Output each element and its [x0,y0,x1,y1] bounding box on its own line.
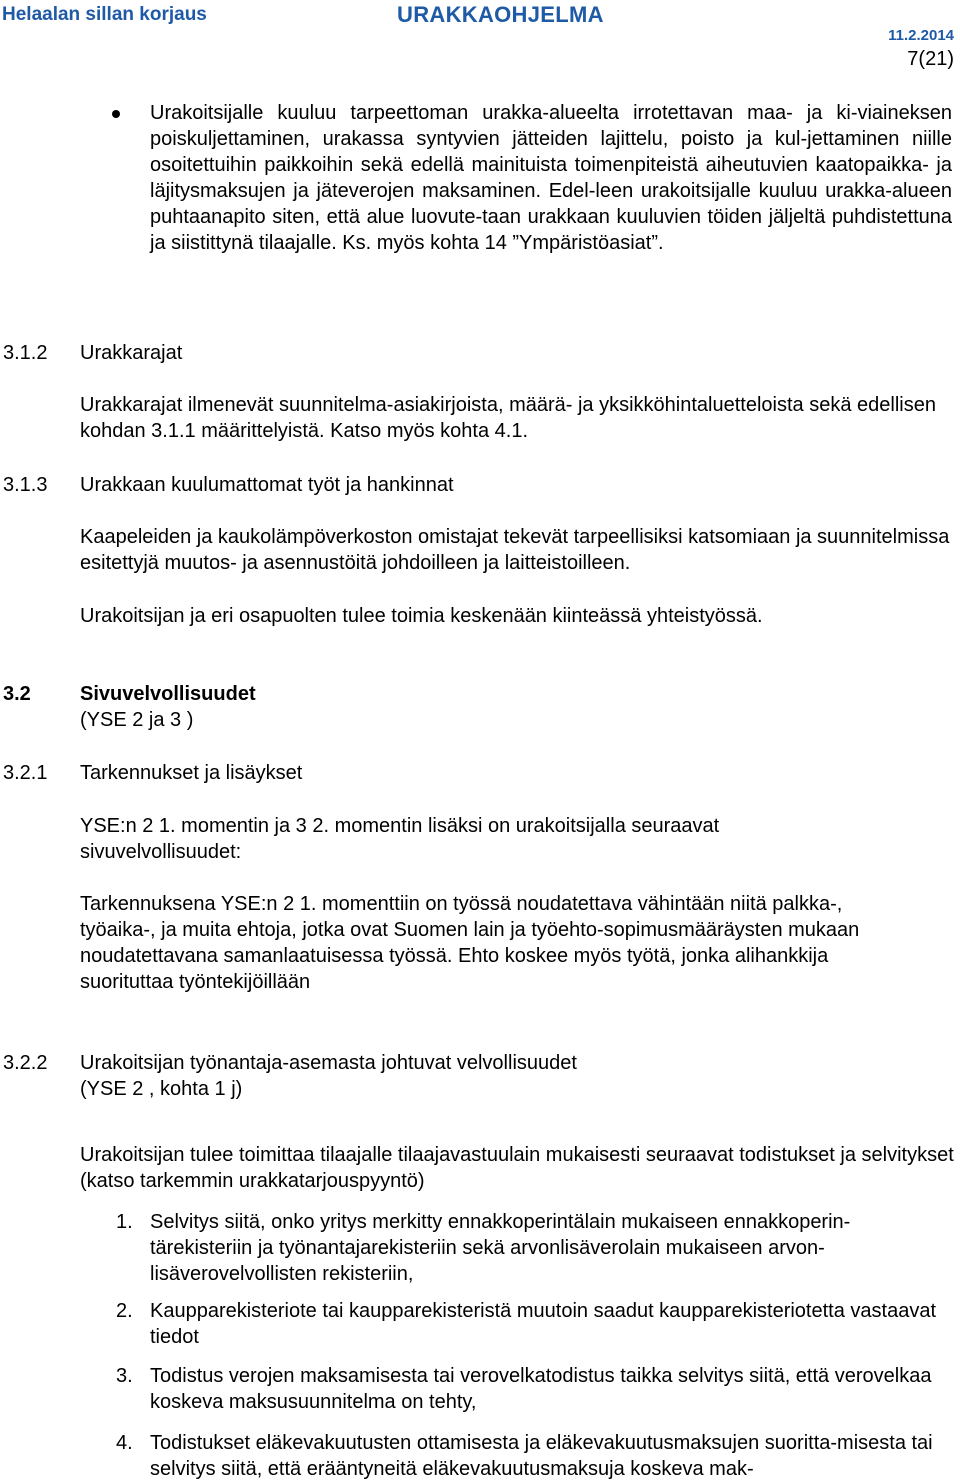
section-title-tarkennukset: Tarkennukset ja lisäykset [80,762,303,784]
section-title-sivuvelvollisuudet: Sivuvelvollisuudet [80,683,256,705]
section-3-1-2-text: Urakkarajat ilmenevät suunnitelma-asiakirjoista, määrä- ja yksikköhintaluetteloista sekä edellisen kohdan 3.1.1 määrittelyistä. Katso myös kohta 4.1. [80,394,936,442]
list-item-number: 2. [116,1300,133,1322]
list-item-number: 4. [116,1432,133,1454]
section-3-2-1-text-2: Tarkennuksena YSE:n 2 1. momenttiin on työssä noudatettava vähintään niitä palkka-, työaika-, ja muita ehtoja, jotka ovat Suomen lain ja työehto-sopimusmääräysten mukaan noudatettavana samanlaatuisessa työssä. Ehto koskee myös työtä, jonka alihankkija suorituttaa työntekijöillään [80,893,860,993]
section-3-2-2-subtitle: (YSE 2 , kohta 1 j) [80,1078,243,1100]
section-title-tyonantaja: Urakoitsijan työnantaja-asemasta johtuvat velvollisuudet [80,1052,577,1074]
list-item-text: Todistus verojen maksamisesta tai verovelkatodistus taikka selvitys siitä, että verovelkaa koskeva maksusuunnitelma on tehty, [150,1365,932,1413]
page-header [0,0,960,70]
page-number: 7(21) [907,48,954,70]
section-3-2-2-text: Urakoitsijan tulee toimittaa tilaajalle tilaajavastuulain mukaisesti seuraavat todistukset ja selvitykset (katso tarkemmin urakkatarjouspyyntö) [80,1144,954,1192]
section-3-1-3-text-2: Urakoitsijan ja eri osapuolten tulee toimia keskenään kiinteässä yhteistyössä. [80,605,763,627]
document-title: URAKKAOHJELMA [397,2,604,27]
bullet-paragraph: Urakoitsijalle kuuluu tarpeettoman urakka-alueelta irrotettavan maa- ja ki-viaineksen poiskuljettaminen, urakassa syntyvien jätteiden lajittelu, poisto ja kul-jettaminen niille osoitettuihin paikkoihin sekä edellä mainituista toimenpiteistä aiheutuvien kaatopaikka- ja läjitysmaksujen ja jäteverojen maksaminen. Edel-leen urakoitsijalle kuuluu urakka-alueen puhtaanapito siten, että alue luovute-taan urakkaan kuuluvien töiden jäljeltä puhdistettuna ja siistittynä tilaajalle. Ks. myös kohta 14 ”Ympäristöasiat”. [150,102,952,254]
list-item-number: 3. [116,1365,133,1387]
section-3-1-3-text-1: Kaapeleiden ja kaukolämpöverkoston omistajat tekevät tarpeellisiksi katsomiaan ja suunnitelmissa esitettyjä muutos- ja asennustöitä johdoilleen ja laitteistoilleen. [80,526,950,574]
section-number-3-2-1: 3.2.1 [3,762,48,784]
section-title-kuulumattomat: Urakkaan kuulumattomat työt ja hankinnat [80,474,454,496]
bullet-dot-icon [112,110,120,118]
section-number-3-1-3: 3.1.3 [3,474,48,496]
section-3-2-1-text-1: YSE:n 2 1. momentin ja 3 2. momentin lisäksi on urakoitsijalla seuraavat sivuvelvollisuudet: [80,815,720,863]
section-number-3-1-2: 3.1.2 [3,342,48,364]
list-item-number: 1. [116,1211,133,1233]
section-number-3-2: 3.2 [3,683,31,705]
section-title-urakkarajat: Urakkarajat [80,342,183,364]
list-item-text: Selvitys siitä, onko yritys merkitty ennakkoperintälain mukaiseen ennakkoperin-tärekisteriin ja työnantajarekisteriin sekä arvonlisäverolain mukaiseen arvon-lisäverovelvollisten rekisteriin, [150,1211,851,1285]
section-number-3-2-2: 3.2.2 [3,1052,48,1074]
list-item-text: Kaupparekisteriote tai kaupparekisteristä muutoin saadut kaupparekisteriotetta vastaavat tiedot [150,1300,937,1348]
project-title: Helaalan sillan korjaus [2,4,207,25]
document-date: 11.2.2014 [888,27,954,44]
section-3-2-subtitle: (YSE 2 ja 3 ) [80,709,194,731]
list-item-text: Todistukset eläkevakuutusten ottamisesta ja eläkevakuutusmaksujen suoritta-misesta tai selvitys siitä, että erääntyneitä eläkevakuutusmaksuja koskeva mak- [150,1432,933,1480]
